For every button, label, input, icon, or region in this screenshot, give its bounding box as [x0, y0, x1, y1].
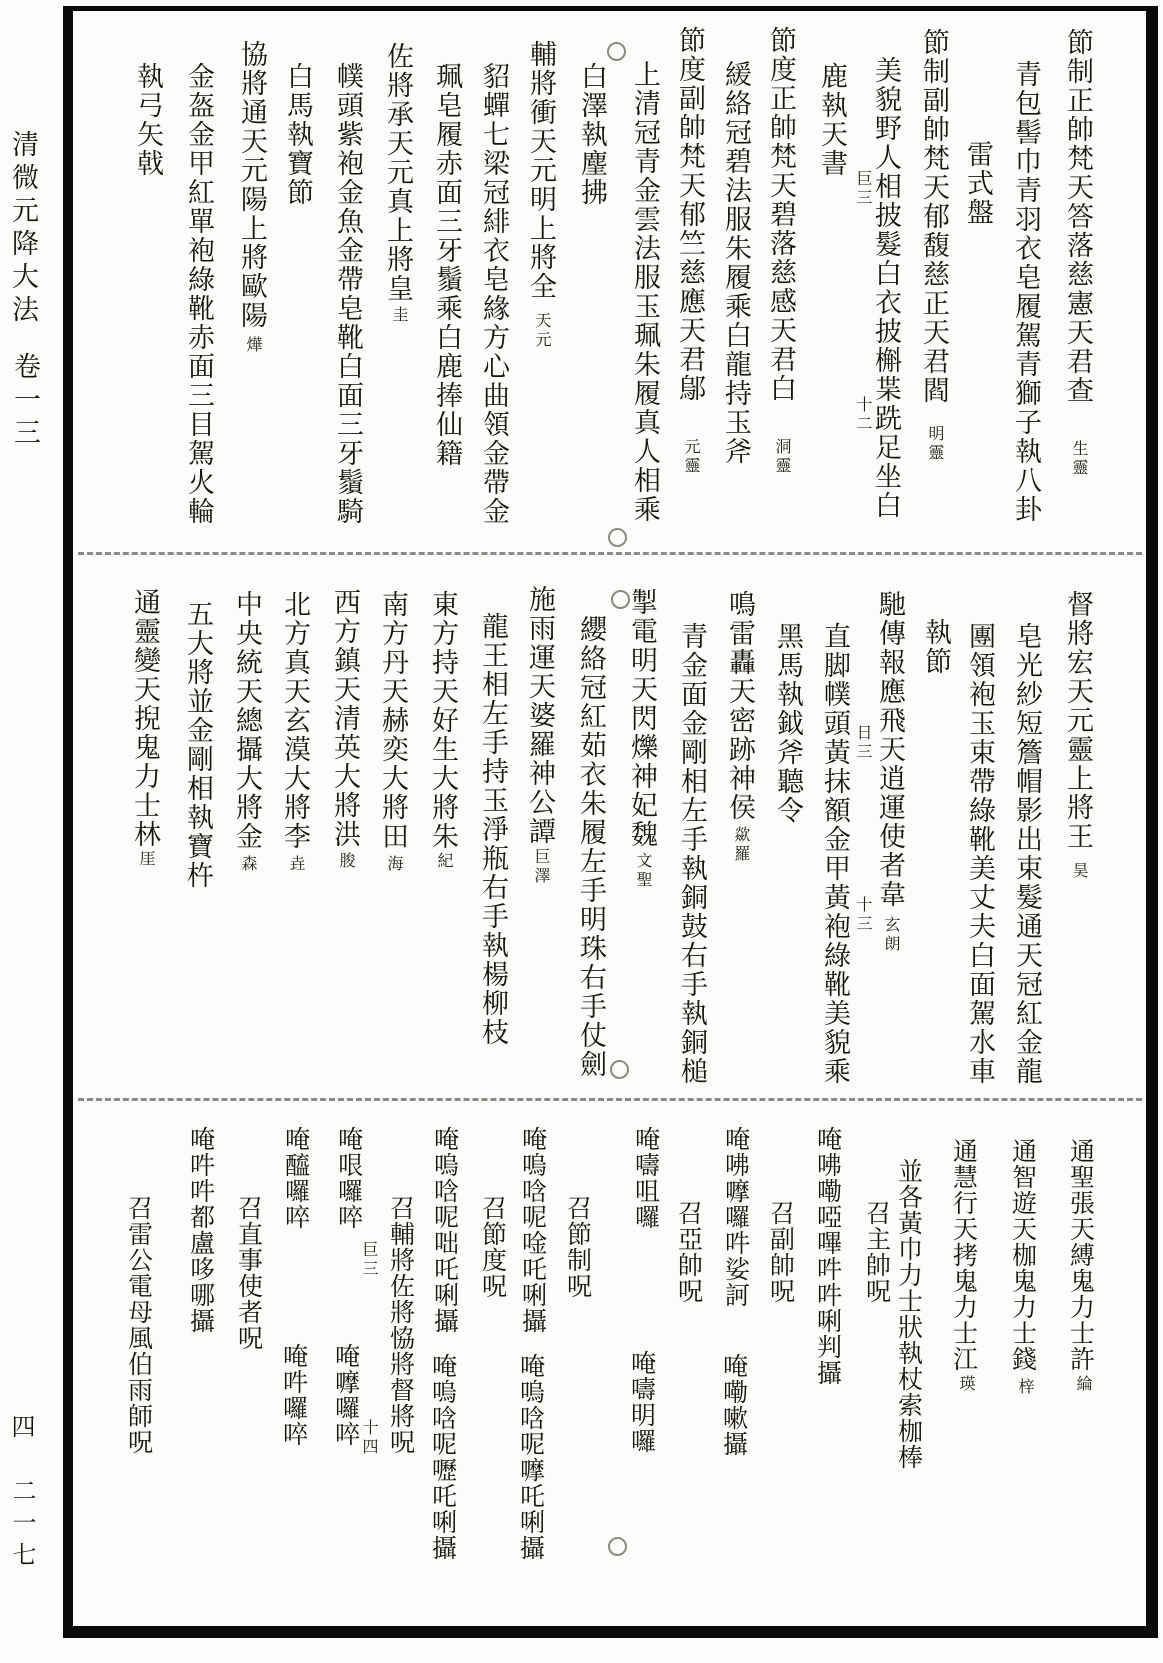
text-column: 纓絡冠紅茹衣朱履左手明珠右手仗劍 — [575, 615, 606, 1079]
text-column: 北方真天玄漠大將李 — [279, 590, 310, 851]
deity-name-small: 文聖 — [634, 852, 653, 890]
text-column: 召節制呪 — [563, 1195, 593, 1299]
text-column: 南方丹天赫奕大將田 — [377, 590, 408, 851]
deity-name-small: 巨澤 — [532, 848, 551, 886]
deity-name-small: 紀 — [435, 852, 454, 871]
text-column: 唵咈嘞啞嗶吽吽唎判攝 — [813, 1126, 843, 1386]
text-column: 督將宏天元靈上將王 — [1062, 590, 1093, 851]
text-column: 團領袍玉束帶綠靴美丈夫白面駕水車 — [964, 622, 995, 1086]
deity-name-small: 燁 — [244, 336, 263, 355]
text-column: 唵嗚唅呢咄吒唎攝 — [430, 1126, 460, 1334]
text-column: 唵嗚唅呢嚤吒唎攝 — [516, 1353, 546, 1561]
text-column: 中央統天總攝大將金 — [231, 590, 262, 851]
margin-volume-number: 四 — [7, 1414, 35, 1446]
text-column: 召亞帥呪 — [674, 1200, 704, 1304]
section-divider-1 — [78, 552, 1142, 555]
margin-note: 巨三 — [360, 1241, 379, 1279]
text-column: 通靈變天掜鬼力士林 — [129, 588, 160, 849]
text-column: 唵醯囉啐 — [281, 1126, 311, 1230]
text-column: 鳴雷轟天密跡神侯 — [724, 590, 755, 822]
text-column: 召直事使者呪 — [234, 1195, 264, 1351]
circle-mark — [607, 42, 626, 61]
margin-note: 巨三 — [854, 170, 873, 208]
section-divider-2 — [78, 1098, 1142, 1101]
margin-note: 十三 — [854, 896, 873, 934]
deity-name-small: 森 — [239, 855, 258, 874]
text-column: 唵嘞嗽攝 — [719, 1353, 749, 1457]
text-column: 幞頭紫袍金魚金帶皂靴白面三牙鬚騎 — [332, 62, 363, 526]
text-column: 執弓矢戟 — [132, 62, 163, 178]
text-column: 馳傳報應飛天逍運使者韋 — [874, 590, 905, 909]
deity-name-small: 海 — [385, 855, 404, 874]
text-column: 緩絡冠碧法服朱履乘白龍持玉斧 — [720, 60, 751, 466]
circle-mark — [608, 1537, 627, 1556]
text-column: 召主帥呪 — [862, 1200, 892, 1304]
deity-name-small: 垚 — [287, 855, 306, 874]
text-column: 五大將並金剛相執寶杵 — [182, 600, 213, 890]
text-column: 青包髻巾青羽衣皂履駕青獅子執八卦 — [1010, 60, 1041, 524]
deity-name-small: 梓 — [1016, 1378, 1035, 1397]
deity-name-small: 朘 — [337, 852, 356, 871]
text-column: 唵咈嚤囉吽娑訶 — [721, 1126, 751, 1308]
deity-name-small: 洞靈 — [773, 438, 792, 476]
text-column: 金盔金甲紅單袍綠靴赤面三目駕火輪 — [183, 62, 214, 526]
text-column: 施雨運天婆羅神公譚 — [524, 585, 555, 846]
deity-name-small: 生靈 — [1070, 440, 1089, 478]
deity-name-small: 瑛 — [957, 1375, 976, 1394]
text-column: 節制正帥梵天答落慈憲天君查 — [1062, 28, 1093, 405]
text-column: 協將通天元陽上將歐陽 — [236, 40, 267, 330]
text-column: 掣電明天閃爍神妃魏 — [626, 588, 657, 849]
deity-name-small: 綸 — [1074, 1375, 1093, 1394]
text-column: 皂光紗短簷帽影出束髮通天冠紅金龍 — [1011, 622, 1042, 1086]
text-column: 珮皂履赤面三牙鬚乘白鹿捧仙籍 — [431, 62, 462, 468]
deity-name-small: 厓 — [137, 850, 156, 869]
text-column: 召副帥呪 — [766, 1200, 796, 1304]
text-column: 執節 — [920, 618, 951, 676]
text-column: 直脚幞頭黃抹額金甲黃袍綠靴美貌乘 — [819, 622, 850, 1086]
frame-border-bottom — [63, 1626, 1158, 1638]
margin-page-number: 二一七 — [8, 1478, 36, 1574]
text-column: 並各黃巾力士狀執杖索枷棒 — [894, 1158, 924, 1470]
text-column: 東方持天好生大將朱 — [427, 590, 458, 851]
deity-name-small: 昊 — [1070, 862, 1089, 881]
text-column: 通聖張天縛鬼力士許 — [1066, 1138, 1096, 1372]
text-column: 通慧行天拷鬼力士江 — [949, 1138, 979, 1372]
text-column: 召節度呪 — [478, 1195, 508, 1299]
text-column: 雷式盤 — [962, 140, 993, 227]
deity-name-small: 玄朗 — [882, 916, 901, 954]
deity-name-small: 歘羅 — [732, 826, 751, 864]
text-column: 節度副帥梵天郁竺慈應天君鄔 — [674, 26, 705, 403]
text-column: 鹿執天書 — [816, 62, 847, 178]
deity-name-small: 明靈 — [926, 425, 945, 463]
frame-border-left — [63, 6, 73, 1638]
text-column: 召輔將佐將恊將督將呪 — [386, 1195, 416, 1455]
margin-note: 日三 — [854, 724, 873, 762]
margin-volume-label: 卷一三 — [9, 352, 40, 451]
text-column: 通智遊天枷鬼力士錢 — [1008, 1138, 1038, 1372]
text-column: 青金面金剛相左手執銅鼓右手執銅槌 — [676, 622, 707, 1086]
text-column: 唵吽吽都盧哆哪攝 — [186, 1126, 216, 1334]
text-column: 節制副帥梵天郁馥慈正天君閻 — [918, 28, 949, 405]
text-column: 唵嚋咀囉 — [631, 1126, 661, 1230]
text-column: 召雷公電母風伯雨師呪 — [124, 1195, 154, 1455]
margin-note: 十二 — [854, 396, 873, 434]
frame-border-top — [63, 6, 1158, 11]
text-column: 美貌野人相披髮白衣披槲枼跣足坐白 — [870, 56, 901, 520]
circle-mark — [610, 1060, 629, 1079]
text-column: 唵嗚唅呢嚦吒唎攝 — [428, 1353, 458, 1561]
circle-mark — [608, 528, 627, 547]
text-column: 唵嚋明囉 — [627, 1350, 657, 1454]
text-column: 節度正帥梵天碧落慈感天君白 — [765, 26, 796, 403]
text-column: 黑馬執鉞斧聽令 — [772, 622, 803, 825]
deity-name-small: 圭 — [390, 306, 409, 325]
text-column: 唵嚤囉啐 — [331, 1343, 361, 1447]
text-column: 西方鎮天清英大將洪 — [329, 588, 360, 849]
text-column: 上清冠青金雲法服玉珮朱履真人相乘 — [629, 60, 660, 524]
deity-name-small: 天元 — [533, 312, 552, 350]
text-column: 貂蟬七梁冠緋衣皂緣方心曲領金帶金 — [478, 62, 509, 526]
frame-border-right — [1146, 6, 1158, 1638]
circle-mark — [611, 590, 630, 609]
text-column: 龍王相左手持玉淨瓶右手執楊柳枝 — [477, 612, 508, 1047]
margin-book-title: 清微元降大法 — [7, 130, 38, 328]
margin-note: 十四 — [360, 1419, 379, 1457]
text-column: 唵嗚唅呢唫吒唎攝 — [518, 1126, 548, 1334]
text-column: 佐將承天元真上將皇 — [382, 42, 413, 303]
text-column: 白澤執麈拂 — [576, 62, 607, 207]
text-column: 白馬執寶節 — [282, 62, 313, 207]
text-column: 輔將衝天元明上將全 — [525, 40, 556, 301]
deity-name-small: 元靈 — [682, 438, 701, 476]
text-column: 唵吽囉啐 — [279, 1343, 309, 1447]
text-column: 唵哏囉啐 — [334, 1126, 364, 1230]
